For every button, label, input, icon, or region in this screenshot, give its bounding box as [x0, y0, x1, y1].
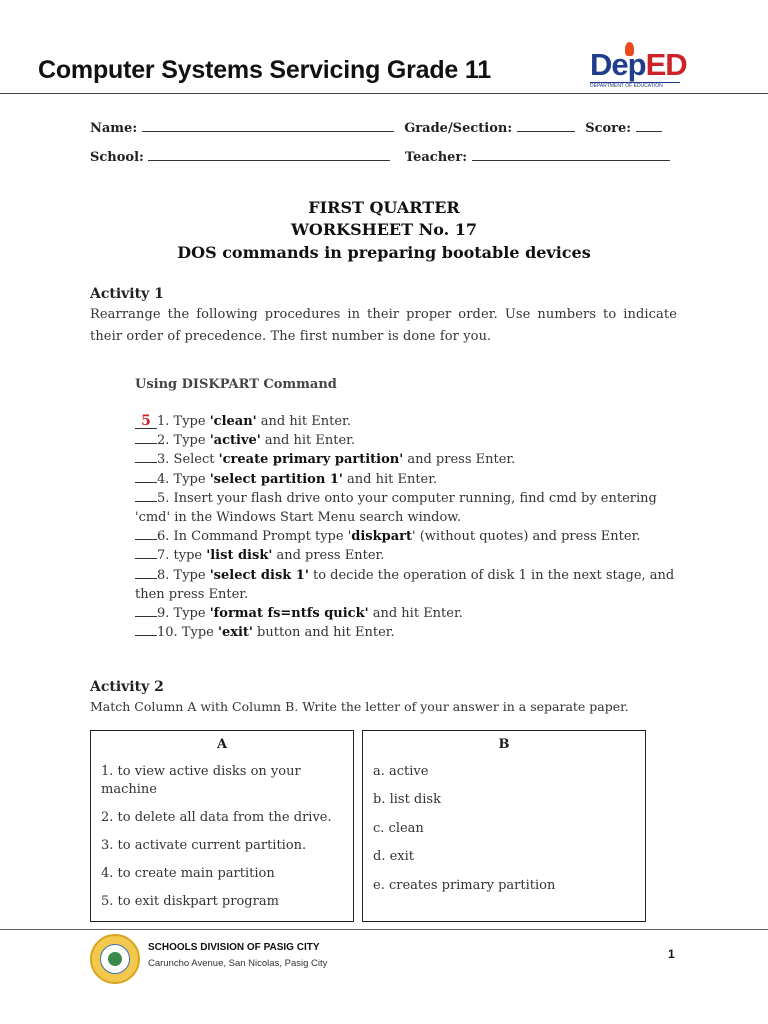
list-item: 5. to exit diskpart program: [101, 894, 279, 909]
column-b-header: B: [498, 737, 510, 752]
activity-2-instructions: Match Column A with Column B. Write the letter of your answer in a separate paper.: [90, 699, 629, 714]
answer-blank[interactable]: [135, 578, 157, 579]
worksheet-topic: DOS commands in preparing bootable devices: [177, 243, 591, 262]
procedure-step: 5. Insert your flash drive onto your computer running, find cmd by entering 'cmd' in the Windows Start Menu search window.: [135, 490, 657, 526]
answer-blank[interactable]: [135, 558, 157, 559]
quarter-title: FIRST QUARTER: [308, 198, 460, 217]
list-item: 3. to activate current partition.: [101, 838, 307, 853]
form-row-2: [90, 148, 670, 165]
list-item: d. exit: [373, 849, 414, 865]
footer-organization: SCHOOLS DIVISION OF PASIG CITY: [148, 942, 320, 953]
column-a-header: A: [216, 737, 228, 752]
procedure-list: [135, 412, 680, 642]
procedure-step: 5 1. Type 'clean' and hit Enter.: [135, 412, 680, 431]
diskpart-subheading: Using DISKPART Command: [135, 377, 337, 392]
activity-1-instructions: Rearrange the following procedures in their proper order. Use numbers to indicate their order of precedence. The first number is done for you.: [90, 307, 677, 344]
activity-2-heading: Activity 2: [90, 679, 164, 695]
grade-section-field[interactable]: [517, 119, 575, 132]
column-b-box: [362, 730, 646, 922]
list-item: 2. to delete all data from the drive.: [101, 810, 332, 825]
name-label: Name:: [90, 121, 138, 136]
teacher-field[interactable]: [472, 148, 670, 161]
name-field[interactable]: [142, 119, 394, 132]
grade-section-label: Grade/Section:: [404, 121, 513, 136]
procedure-step: 10. Type 'exit' button and hit Enter.: [135, 623, 680, 642]
list-item: b. list disk: [373, 792, 441, 808]
score-label: Score:: [585, 121, 632, 136]
deped-logo: [590, 42, 690, 90]
answer-blank[interactable]: [135, 539, 157, 540]
school-label: School:: [90, 150, 144, 165]
procedure-step: 8. Type 'select disk 1' to decide the operation of disk 1 in the next stage, and then press Enter.: [135, 567, 675, 602]
header-divider: [0, 93, 768, 94]
answer-blank[interactable]: [135, 462, 157, 463]
score-field[interactable]: [636, 119, 662, 132]
answer-blank[interactable]: [135, 501, 157, 502]
logo-tagline: DEPARTMENT OF EDUCATION: [590, 82, 680, 90]
answer-blank[interactable]: [135, 635, 157, 636]
school-field[interactable]: [148, 148, 390, 161]
page-title: Computer Systems Servicing Grade 11: [38, 56, 491, 84]
answer-blank[interactable]: [135, 482, 157, 483]
procedure-step: 6. In Command Prompt type 'diskpart' (without quotes) and press Enter.: [135, 527, 680, 546]
list-item: 1. to view active disks on your machine: [101, 764, 301, 797]
procedure-step: 9. Type 'format fs=ntfs quick' and hit Enter.: [135, 604, 680, 623]
list-item: e. creates primary partition: [373, 877, 556, 893]
form-row-1: [90, 119, 662, 136]
procedure-step: 2. Type 'active' and hit Enter.: [135, 431, 680, 450]
column-b-list: [363, 763, 645, 895]
procedure-step: 3. Select 'create primary partition' and press Enter.: [135, 450, 680, 469]
procedure-step: 4. Type 'select partition 1' and hit Enter.: [135, 470, 680, 489]
worksheet-number: WORKSHEET No. 17: [290, 220, 478, 239]
answer-blank[interactable]: [135, 443, 157, 444]
division-seal-icon: [90, 934, 140, 984]
procedure-step: 7. type 'list disk' and press Enter.: [135, 546, 680, 565]
answer-blank[interactable]: 5: [135, 414, 157, 429]
column-a-list: [91, 763, 353, 911]
teacher-label: Teacher:: [404, 150, 468, 165]
logo-ed-text: ED: [645, 47, 687, 82]
activity-1-heading: Activity 1: [90, 286, 164, 302]
footer-address: Caruncho Avenue, San Nicolas, Pasig City: [148, 958, 328, 969]
list-item: c. clean: [373, 820, 424, 836]
answer-blank[interactable]: [135, 616, 157, 617]
footer-divider: [0, 929, 768, 930]
page-number: 1: [668, 947, 675, 961]
logo-dep-text: Dep: [590, 47, 646, 82]
column-a-box: [90, 730, 354, 922]
list-item: 4. to create main partition: [101, 866, 275, 881]
list-item: a. active: [373, 764, 429, 779]
